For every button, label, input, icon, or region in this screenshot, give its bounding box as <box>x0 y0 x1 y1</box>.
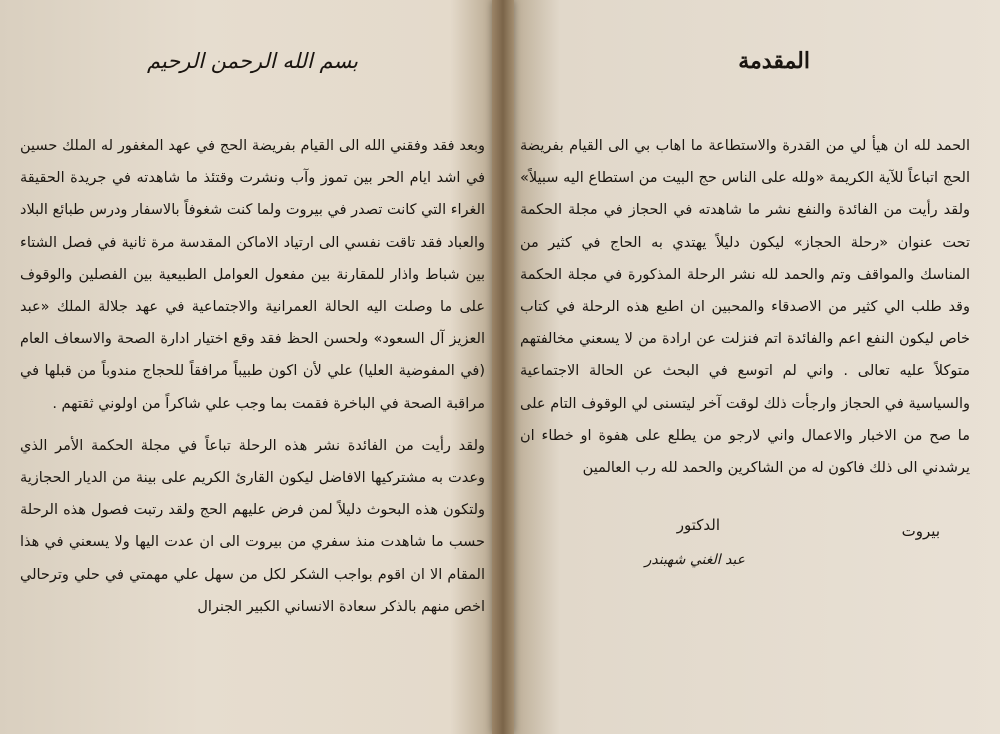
signature-name: عبد الغني شهبندر <box>644 552 745 569</box>
left-paragraph-2: ولقد رأيت من الفائدة نشر هذه الرحلة تباعاً في مجلة الحكمة الأمر الذي وعدت به مشتركيها الافاضل ليكون القارئ الكريم على بينة من الديار الحجازية ولتكون هذه البحوث دليلاً لمن فرض عليهم الحج ولقد رتبت فصول هذه الرحلة حسب ما شاهدت منذ سفري من بيروت الى ان عدت اليها ولا يسعني في هذا المقام الا ان اقوم بواجب الشكر لكل من سهل علي مهمتي في حلي وترحالي اخص منهم بالذكر سعادة الانساني الكبير الجنرال <box>20 437 485 615</box>
basmala-calligraphy: بسم الله الرحمن الرحيم <box>146 49 359 73</box>
page-heading: المقدمة <box>738 48 810 74</box>
left-page-body <box>20 130 485 623</box>
right-page-body <box>520 130 970 484</box>
signature-place: بيروت <box>901 522 940 541</box>
left-paragraph-1: وبعد فقد وفقني الله الى القيام بفريضة الحج في عهد المغفور له الملك حسين في اشد ايام الحر بين تموز وآب ونشرت وقتئذ ما شاهدته في جريدة الحقيقة الغراء التي كانت تصدر في بيروت ولما كنت شغوفاً بالاسفار ودرس طبائع البلاد والعباد فقد تاقت نفسي الى ارتياد الاماكن المقدسة مرة ثانية في فصل الشتاء بين شباط واذار للمقارنة بين مفعول العوامل الطبيعية بين الفصلين والوقوف على ما وصلت اليه الحالة العمرانية والاجتماعية في عهد جلالة الملك «عبد العزيز آل السعود» ولحسن الحظ فقد وقع اختيار ادارة الصحة والاسعاف العام (في المفوضية العليا) علي لأن اكون طبيباً مرافقاً للحجاج مندوباً من قبلها في مراقبة الصحة في الباخرة فقمت بما وجب علي شاكراً من اولوني ثقتهم . <box>20 138 485 412</box>
signature-block <box>520 510 970 610</box>
right-paragraph-1: الحمد لله ان هيأ لي من القدرة والاستطاعة ما اهاب بي الى القيام بفريضة الحج اتباعاً للآية الكريمة «ولله على الناس حج البيت من استطاع اليه سبيلاً» ولقد رأيت من الفائدة والنفع نشر ما شاهدته في الحجاز في مجلة الحكمة تحت عنوان «رحلة الحجاز» ليكون دليلاً يهتدي به الحاج في كثير من المناسك والمواقف وتم والحمد لله نشر الرحلة المذكورة في مجلة الحكمة وقد طلب الي كثير من الاصدقاء والمحبين ان اطبع هذه الرحلة في كتاب خاص ليكون النفع اعم والفائدة اتم فنزلت عن ارادة من لا يسعني مخالفتهم متوكلاً عليه تعالى . واني لم اتوسع في البحث عن الحالة الاجتماعية والسياسية في الحجاز وارجأت ذلك لوقت آخر ليتسنى لي الوقوف التام على ما صح من الاخبار والاعمال واني لارجو من يطلع على هفوة او خطاء ان يرشدني الى ذلك فاكون له من الشاكرين والحمد لله رب العالمين <box>520 138 970 477</box>
right-page <box>510 0 1000 734</box>
signature-title: الدكتور <box>676 516 720 535</box>
left-page <box>0 0 495 734</box>
